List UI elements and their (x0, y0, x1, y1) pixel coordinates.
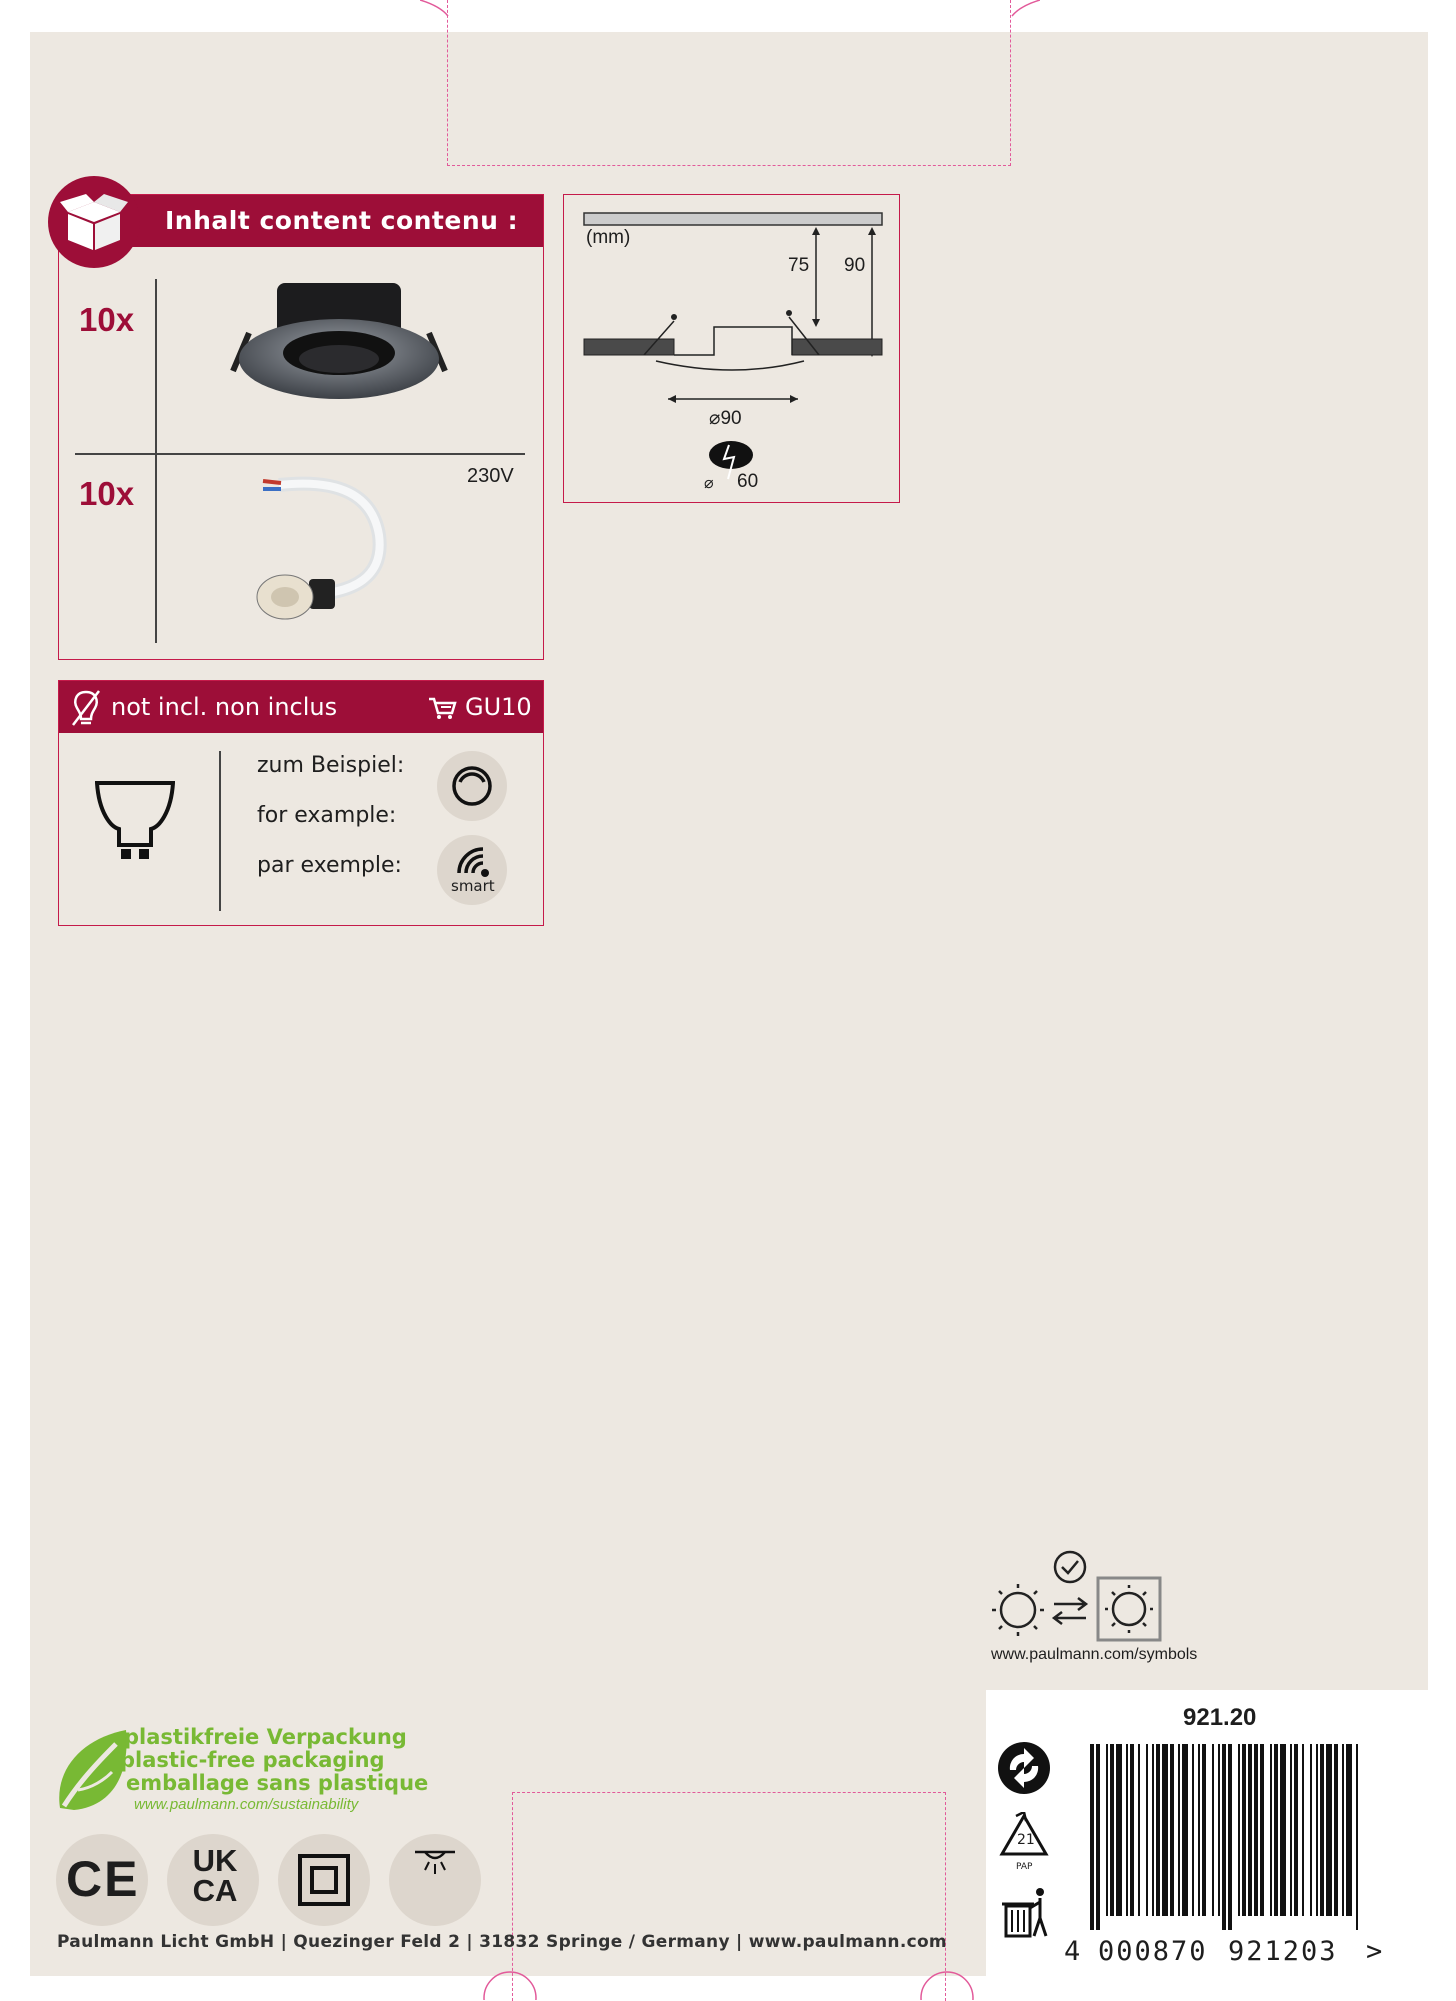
class-ii-mark (278, 1834, 370, 1926)
barcode-bar (1254, 1744, 1258, 1916)
barcode-bar (1316, 1744, 1318, 1916)
recycling-code: 21 (1017, 1832, 1035, 1848)
ean-left-digits: 000870 (1098, 1936, 1208, 1967)
barcode-bar (1138, 1744, 1140, 1916)
ukca-mark (167, 1834, 259, 1926)
barcode-bar (1356, 1744, 1358, 1930)
dieline-top-curves (420, 0, 1040, 20)
cutout-symbol: ⌀ (704, 475, 714, 492)
cutout-label: 60 (737, 471, 759, 492)
ceiling-mount-icon (415, 1848, 455, 1878)
ean-first-digit: 4 (1064, 1936, 1083, 1967)
barcode-bar (1152, 1744, 1154, 1916)
quantity-socket: 10x (79, 475, 135, 512)
diameter-label: ⌀90 (709, 408, 742, 429)
sustainability-line-de: plastikfreie Verpackung (124, 1725, 407, 1749)
example-label-en: for example: (257, 803, 397, 828)
content-divider-horizontal (75, 453, 525, 455)
bulb-box (58, 680, 544, 926)
ceiling-mount-mark (389, 1834, 481, 1926)
smart-label: smart (451, 877, 495, 895)
dimension-box (563, 194, 900, 503)
barcode-bar (1192, 1744, 1194, 1916)
recycling-material: PAP (1016, 1862, 1033, 1872)
sustainability-line-fr: emballage sans plastique (126, 1771, 429, 1795)
content-box (58, 194, 544, 660)
barcode-bar (1162, 1744, 1168, 1916)
company-footer: Paulmann Licht GmbH | Quezinger Feld 2 | 31832 Springe / Germany | www.paulmann.com (57, 1932, 947, 1952)
smart-icon (453, 843, 493, 877)
smart-badge (437, 835, 507, 905)
sustainability-url[interactable]: www.paulmann.com/sustainability (134, 1796, 359, 1813)
open-box-icon (60, 192, 128, 252)
barcode-bar (1294, 1744, 1298, 1916)
barcode-bar (1110, 1744, 1114, 1916)
barcode-bar (1212, 1744, 1214, 1916)
barcode-bar (1130, 1744, 1134, 1916)
barcode-bar (1290, 1744, 1292, 1916)
shopping-cart-icon (427, 695, 457, 721)
height-label: 90 (844, 255, 866, 276)
class-ii-inner (310, 1866, 338, 1894)
ean-barcode (1090, 1744, 1370, 1930)
dieline-bottom-circles (480, 1970, 1000, 2000)
ean-end-marker: > (1366, 1936, 1385, 1967)
barcode-bar (1242, 1744, 1246, 1916)
waste-bin-icon (1000, 1886, 1050, 1942)
barcode-bar (1178, 1744, 1180, 1916)
unit-label: (mm) (586, 227, 631, 248)
sustainability-line-en: plastic-free packaging (120, 1748, 385, 1772)
socket-type-label: GU10 (465, 693, 532, 721)
barcode-bar (1116, 1744, 1122, 1916)
barcode-bar (1090, 1744, 1094, 1930)
barcode-bar (1334, 1744, 1338, 1916)
barcode-bar (1326, 1744, 1332, 1916)
barcode-bar (1170, 1744, 1174, 1916)
light-color-symbols (986, 1548, 1166, 1642)
barcode-bar (1202, 1744, 1206, 1916)
barcode-bar (1260, 1744, 1264, 1916)
dimmable-icon (451, 765, 493, 807)
quantity-spotlight: 10x (79, 301, 135, 338)
barcode-bar (1198, 1744, 1200, 1916)
barcode-bar (1182, 1744, 1188, 1916)
barcode-bar (1346, 1744, 1352, 1916)
bulb-divider (219, 751, 221, 911)
barcode-bar (1248, 1744, 1252, 1916)
barcode-bar (1156, 1744, 1160, 1916)
voltage-label: 230V (467, 465, 514, 487)
barcode-bar (1342, 1744, 1344, 1916)
barcode-bar (1126, 1744, 1128, 1916)
barcode-bar (1218, 1744, 1220, 1916)
example-label-fr: par exemple: (257, 853, 402, 878)
green-dot-icon (996, 1740, 1052, 1796)
recessed-spotlight-image (219, 275, 459, 425)
barcode-bar (1320, 1744, 1324, 1916)
barcode-bar (1146, 1744, 1148, 1916)
barcode-bar (1238, 1744, 1240, 1916)
gu10-bulb-icon (95, 779, 175, 869)
depth-label: 75 (788, 255, 810, 276)
article-number: 921.20 (1183, 1704, 1257, 1731)
example-label-de: zum Beispiel: (257, 753, 405, 778)
barcode-bar (1270, 1744, 1272, 1916)
content-divider-vertical (155, 279, 157, 643)
ce-mark-label: CE (66, 1851, 140, 1907)
barcode-bar (1106, 1744, 1108, 1916)
barcode-bar (1096, 1744, 1100, 1930)
symbols-url[interactable]: www.paulmann.com/symbols (991, 1646, 1198, 1663)
leaf-icon (54, 1728, 130, 1814)
barcode-bar (1310, 1744, 1312, 1916)
box-circle (48, 176, 140, 268)
ukca-mark-label: UK CA (192, 1843, 238, 1908)
bulb-not-included-label: not incl. non inclus (111, 693, 338, 721)
barcode-bar (1222, 1744, 1226, 1930)
content-header: Inhalt content contenu : (59, 195, 543, 247)
barcode-bar (1274, 1744, 1278, 1916)
ce-mark (56, 1834, 148, 1926)
barcode-bar (1280, 1744, 1286, 1916)
bulb-header (59, 681, 543, 733)
barcode-bar (1302, 1744, 1304, 1916)
dimmable-badge (437, 751, 507, 821)
gu10-socket-cable-image (239, 475, 439, 645)
bulb-not-included-icon (71, 689, 101, 727)
barcode-bar (1228, 1744, 1232, 1930)
ean-right-digits: 921203 (1228, 1936, 1338, 1967)
dieline-top-flap (447, 0, 1011, 166)
